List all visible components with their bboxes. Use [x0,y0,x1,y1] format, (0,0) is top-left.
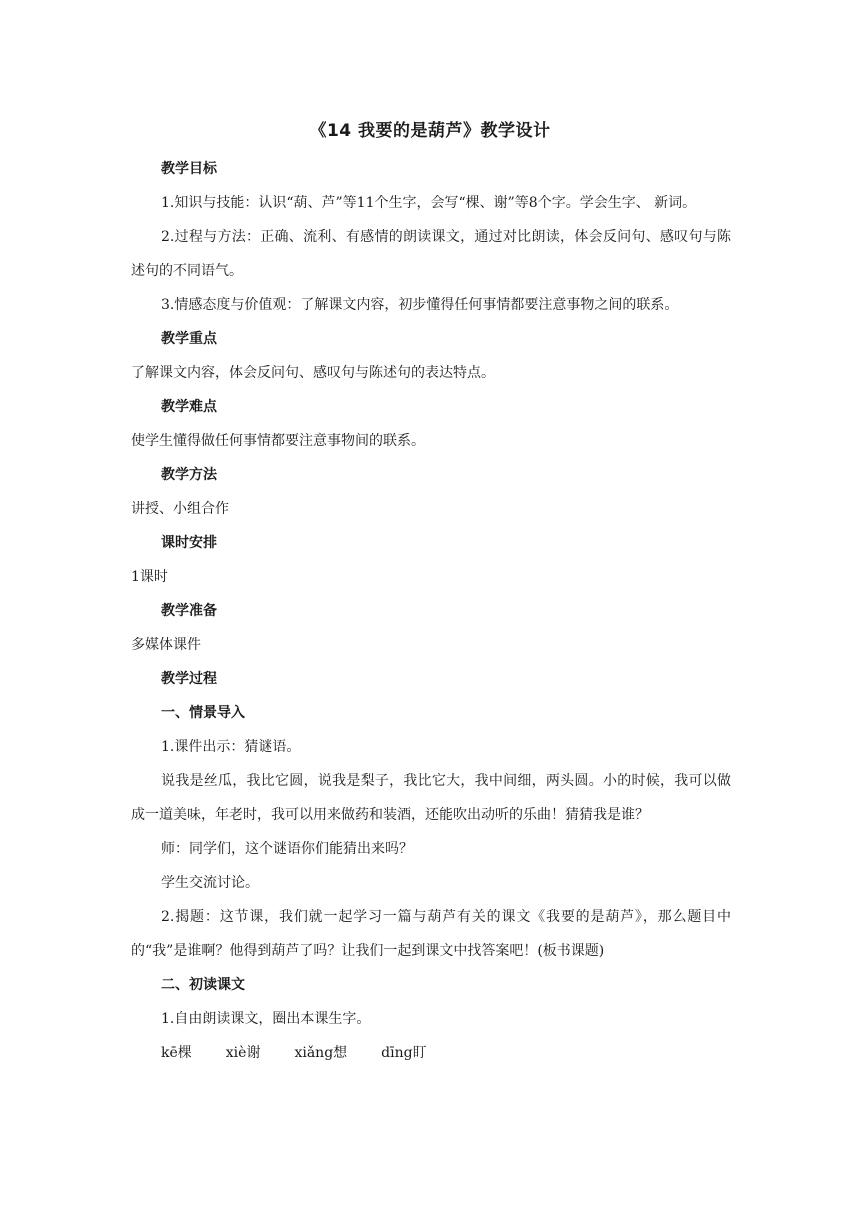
heading-teaching-goals: 教学目标 [161,161,217,177]
pinyin-item: xiǎng想 [294,1045,348,1061]
part1-step-1: 1.课件出示：猜谜语。 [161,739,301,755]
key-points-text: 了解课文内容，体会反问句、感叹句与陈述句的表达特点。 [131,365,495,381]
goal-paragraph-2: 2.过程与方法：正确、流利、有感情的朗读课文，通过对比朗读，体会反问句、感叹句与陈述句的不同语气。 [131,229,731,279]
difficulties-text: 使学生懂得做任何事情都要注意事物间的联系。 [131,433,425,449]
part1-students-line: 学生交流讨论。 [161,875,259,891]
part1-riddle: 说我是丝瓜，我比它圆，说我是梨子，我比它大，我中间细，两头圆。小的时候，我可以做成一道美味，年老时，我可以用来做药和装酒，还能吹出动听的乐曲！猜猜我是谁？ [131,773,731,823]
heading-schedule: 课时安排 [161,535,217,551]
heading-part-2: 二、初读课文 [161,977,245,993]
methods-text: 讲授、小组合作 [131,501,229,517]
heading-preparation: 教学准备 [161,603,217,619]
pinyin-list [131,1036,731,1070]
document-body [131,152,731,1070]
part1-teacher-line: 师：同学们，这个谜语你们能猜出来吗？ [161,841,413,857]
heading-difficulties: 教学难点 [161,399,217,415]
pinyin-item: xiè谢 [225,1045,261,1061]
part2-step-1: 1.自由朗读课文，圈出本课生字。 [161,1011,371,1027]
goal-paragraph-1: 1.知识与技能：认识“葫、芦”等11个生字，会写“棵、谢”等8个字。学会生字、 新词。 [161,195,697,211]
heading-key-points: 教学重点 [161,331,217,347]
goal-paragraph-3: 3.情感态度与价值观：了解课文内容，初步懂得任何事情都要注意事物之间的联系。 [161,297,679,313]
schedule-text: 1课时 [131,569,168,585]
heading-part-1: 一、情景导入 [161,705,245,721]
part1-step-2: 2.揭题：这节课，我们就一起学习一篇与葫芦有关的课文《我要的是葫芦》，那么题目中的“我”是谁啊？他得到葫芦了吗？让我们一起到课文中找答案吧！(板书课题) [131,909,731,959]
pinyin-item: dīng盯 [381,1045,427,1061]
heading-process: 教学过程 [161,671,217,687]
heading-methods: 教学方法 [161,467,217,483]
preparation-text: 多媒体课件 [131,637,201,653]
document-title: 《14 我要的是葫芦》教学设计 [309,121,551,141]
pinyin-item: kē棵 [161,1045,192,1061]
